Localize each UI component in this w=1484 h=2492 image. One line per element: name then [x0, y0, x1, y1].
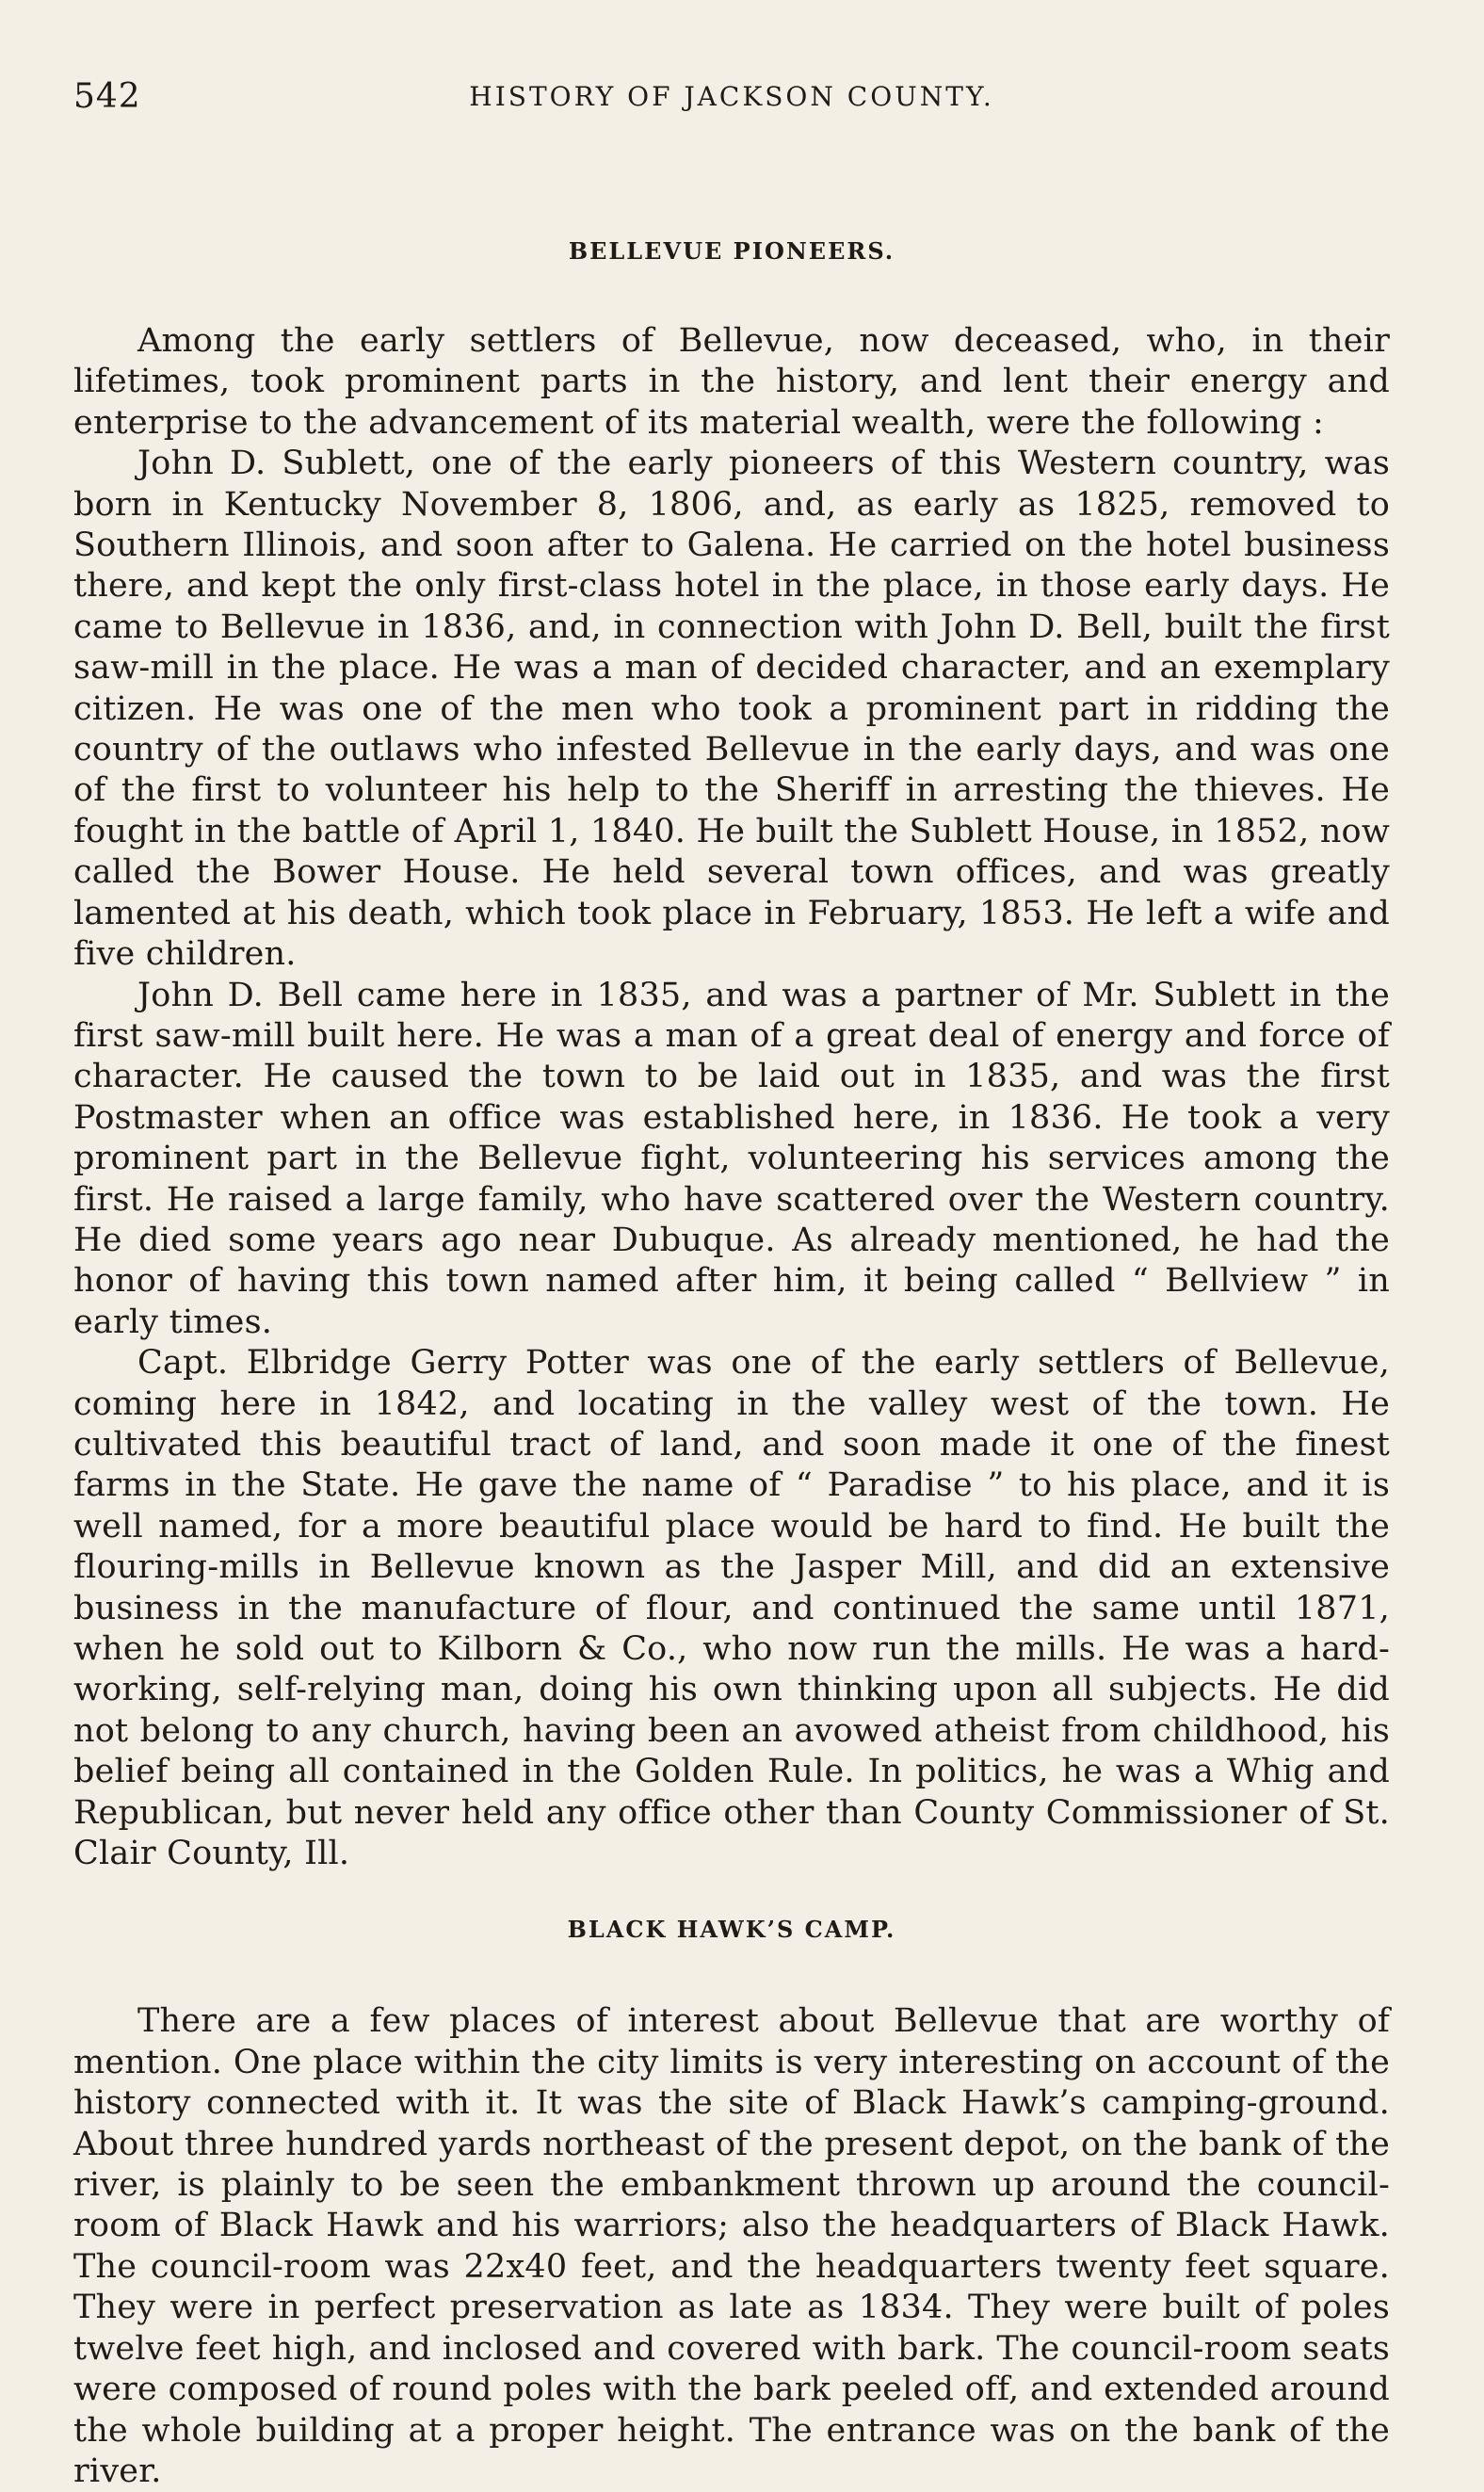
running-title: HISTORY OF JACKSON COUNTY. [469, 81, 994, 112]
paragraph-black-hawk-camp: There are a few places of interest about Bellevue that are worthy of mention. One place within the city limits is very interesting on account of the history connected with it. It was the site of Black Hawk’s camping-ground. About three hundred yards northeast of the present depot, on the bank of the river, is plainly to be seen the embankment thrown up around the council-room of Black Hawk and his warriors; also the headquarters of Black Hawk. The council-room was 22x40 feet, and the headquarters twenty feet square. They were in perfect preservation as late as 1834. They were built of poles twelve feet high, and inclosed and covered with bark. The council-room seats were composed of round poles with the bark peeled off, and extended around the whole building at a proper height. The entrance was on the bank of the river. [73, 2002, 1390, 2490]
section-heading-black-hawks-camp: BLACK HAWK’S CAMP. [567, 1916, 896, 1944]
paragraph-potter: Capt. Elbridge Gerry Potter was one of the early settlers of Bellevue, coming here in 1842, and locating in the valley west of the town. He cultivated this beautiful tract of land, and soon made it one of the finest farms in the State. He gave the name of “ Paradise ” to his place, and it is well named, for a more beautiful place would be hard to find. He built the flouring-mills in Bellevue known as the Jasper Mill, and did an extensive business in the manufacture of flour, and continued the same until 1871, when he sold out to Kilborn & Co., who now run the mills. He was a hard-working, self-relying man, doing his own thinking upon all subjects. He did not belong to any church, having been an avowed atheist from childhood, his belief being all contained in the Golden Rule. In politics, he was a Whig and Republican, but never held any office other than County Commissioner of St. Clair County, Ill. [73, 1344, 1390, 1873]
section-heading-bellevue-pioneers: BELLEVUE PIONEERS. [568, 237, 895, 265]
paragraph-intro: Among the early settlers of Bellevue, now deceased, who, in their lifetimes, took prominent parts in the history, and lent their energy and enterprise to the advancement of its material wealth, were the following : [73, 322, 1390, 442]
book-page [73, 57, 1390, 2490]
paragraph-bell: John D. Bell came here in 1835, and was a partner of Mr. Sublett in the first saw-mill built here. He was a man of a great deal of energy and force of character. He caused the town to be laid out in 1835, and was the first Postmaster when an office was established here, in 1836. He took a very prominent part in the Bellevue fight, volunteering his services among the first. He raised a large family, who have scattered over the Western country. He died some years ago near Dubuque. As already mentioned, he had the honor of having this town named after him, it being called “ Bellview ” in early times. [73, 976, 1390, 1341]
page-number: 542 [73, 77, 141, 116]
section-bellevue-pioneers [73, 321, 1390, 1874]
section-black-hawks-camp [73, 2001, 1390, 2492]
paragraph-sublett: John D. Sublett, one of the early pioneers of this Western country, was born in Kentucky November 8, 1806, and, as early as 1825, removed to Southern Illinois, and soon after to Galena. He carried on the hotel business there, and kept the only first-class hotel in the place, in those early days. He came to Bellevue in 1836, and, in connection with John D. Bell, built the first saw-mill in the place. He was a man of decided character, and an exemplary citizen. He was one of the men who took a prominent part in ridding the country of the outlaws who infested Bellevue in the early days, and was one of the first to volunteer his help to the Sheriff in arresting the thieves. He fought in the battle of April 1, 1840. He built the Sublett House, in 1852, now called the Bower House. He held several town offices, and was greatly lamented at his death, which took place in February, 1853. He left a wife and five children. [73, 445, 1390, 974]
running-header [73, 57, 1390, 122]
